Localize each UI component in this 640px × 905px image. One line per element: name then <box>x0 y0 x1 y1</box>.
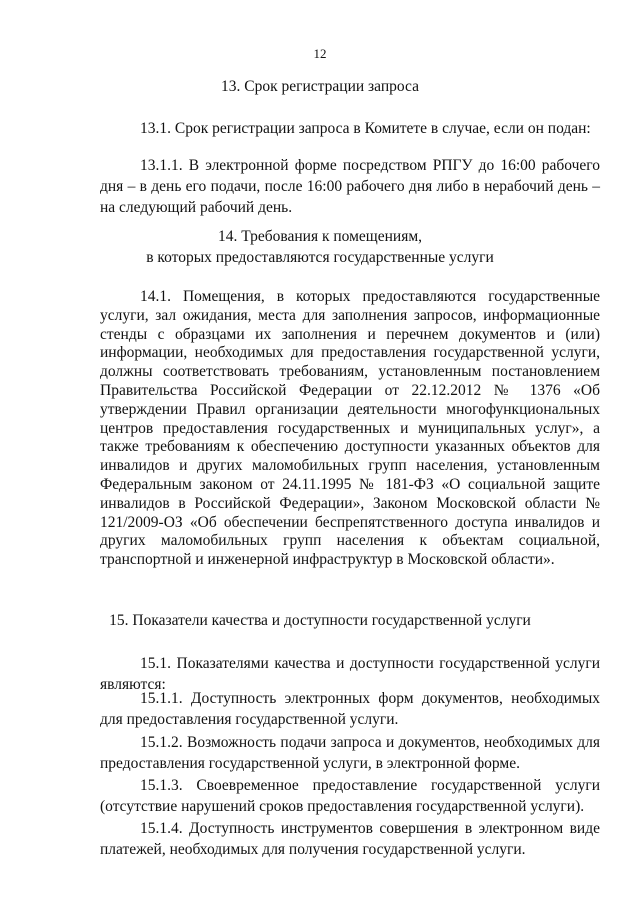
paragraph-14-1: 14.1. Помещения, в которых предоставляются государственные услуги, зал ожидания, места для заполнения запросов, информационные стенды с образцами их заполнения и перечнем документов и (или) информации, необходимых для предоставления государственной услуги, должны соответствовать требованиям, установленным постановлением Правительства Российской Федерации от 22.12.2012 № 1376 «Об утверждении Правил организации деятельности многофункциональных центров предоставления государственных и муниципальных услуг», а также требованиям к обеспечению доступности указанных объектов для инвалидов и других маломобильных групп населения, установленным Федеральным законом от 24.11.1995 № 181-ФЗ «О социальной защите инвалидов в Российской Федерации», Законом Московской области № 121/2009-ОЗ «Об обеспечении беспрепятственного доступа инвалидов и других маломобильных групп населения к объектам социальной, транспортной и инженерной инфраструктур в Московской области». <box>100 288 600 569</box>
paragraph-15-1-2: 15.1.2. Возможность подачи запроса и документов, необходимых для предоставления государственной услуги, в электронной форме. <box>100 734 600 772</box>
section-13-heading: 13. Срок регистрации запроса <box>221 78 419 95</box>
paragraph-13-1-1: 13.1.1. В электронной форме посредством РПГУ до 16:00 рабочего дня – в день его подачи, после 16:00 рабочего дня либо в нерабочий день – на следующий рабочий день. <box>100 157 600 216</box>
section-14-heading-line2: в которых предоставляются государственные услуги <box>146 249 494 266</box>
paragraph-15-1-3: 15.1.3. Своевременное предоставление государственной услуги (отсутствие нарушений сроков предоставления государственной услуги). <box>100 777 600 815</box>
section-15-heading: 15. Показатели качества и доступности государственной услуги <box>109 612 531 629</box>
section-14-heading-line1: 14. Требования к помещениям, <box>217 228 423 245</box>
paragraph-15-1: 15.1. Показателями качества и доступности государственной услуги являются: <box>100 655 600 693</box>
paragraph-15-1-4: 15.1.4. Доступность инструментов совершения в электронном виде платежей, необходимых для получения государственной услуги. <box>100 820 600 858</box>
page-number: 12 <box>313 46 327 61</box>
paragraph-15-1-1: 15.1.1. Доступность электронных форм документов, необходимых для предоставления государственной услуги. <box>100 690 600 728</box>
paragraph-13-1: 13.1. Срок регистрации запроса в Комитете в случае, если он подан: <box>140 120 591 137</box>
